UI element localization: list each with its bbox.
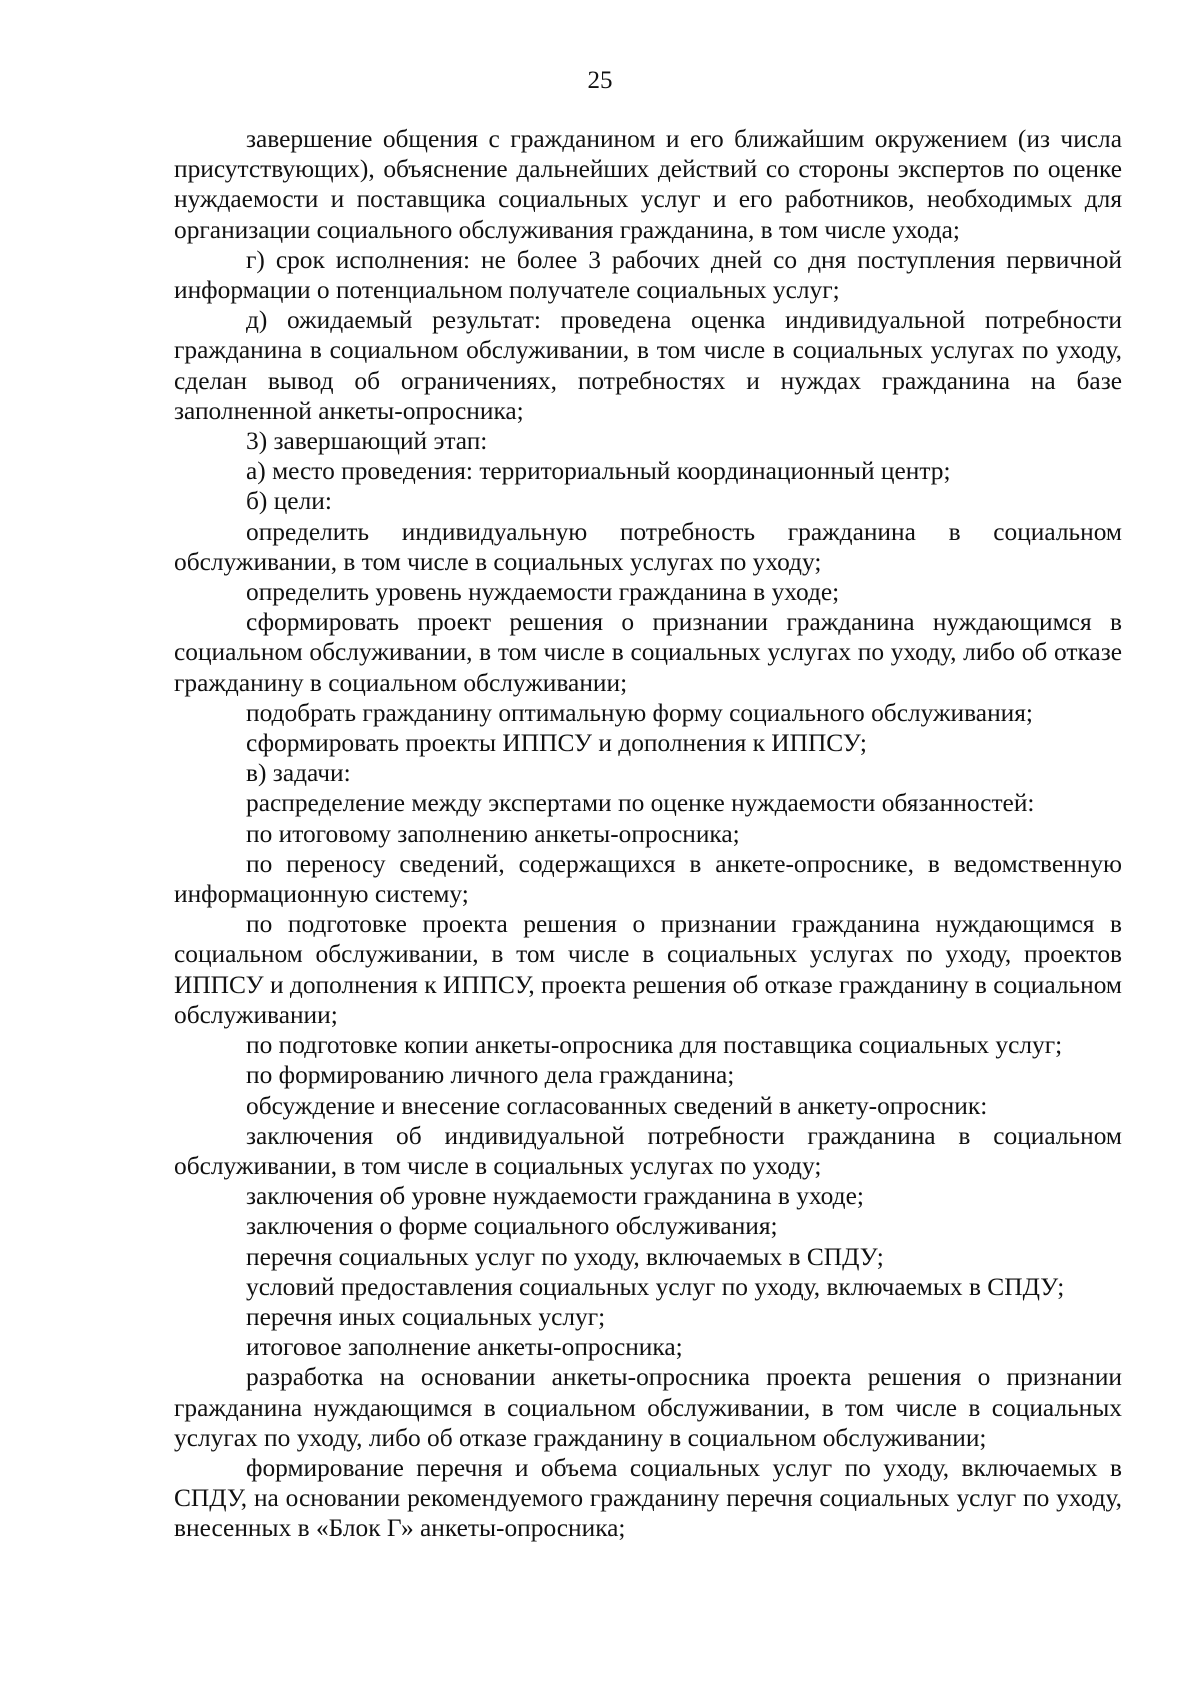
paragraph-10: подобрать гражданину оптимальную форму социального обслуживания;: [246, 698, 1033, 727]
paragraph-23: перечня социальных услуг по уходу, включаемых в СПДУ;: [246, 1242, 884, 1271]
paragraph-9: сформировать проект решения о признании гражданина нуждающимся в социальном обслуживании, в том числе в социальных услугах по уходу, либо об отказе гражданину в социальном обслуживании;: [174, 608, 1122, 697]
paragraph-18: по формированию личного дела гражданина;: [246, 1061, 735, 1090]
paragraph-27: разработка на основании анкеты-опросника проекта решения о признании гражданина нуждающимся в социальном обслуживании, в том числе в социальных услугах по уходу, либо об отказе гражданину в социальном обслуживании;: [174, 1363, 1122, 1452]
paragraph-25: перечня иных социальных услуг;: [246, 1302, 606, 1331]
paragraph-4: 3) завершающий этап:: [246, 427, 488, 456]
paragraph-17: по подготовке копии анкеты-опросника для поставщика социальных услуг;: [246, 1031, 1063, 1060]
paragraph-22: заключения о форме социального обслуживания;: [246, 1212, 778, 1241]
page-number: 25: [587, 67, 613, 94]
paragraph-20: заключения об индивидуальной потребности гражданина в социальном обслуживании, в том числе в социальных услугах по уходу;: [174, 1121, 1122, 1180]
paragraph-26: итоговое заполнение анкеты-опросника;: [246, 1333, 683, 1362]
paragraph-16: по подготовке проекта решения о признании гражданина нуждающимся в социальном обслуживании, в том числе в социальных услугах по уходу, проектов ИППСУ и дополнения к ИППСУ, проекта решения об отказе гражданину в социальном обслуживании;: [174, 910, 1122, 1029]
paragraph-15: по переносу сведений, содержащихся в анкете-опроснике, в ведомственную информационную систему;: [174, 849, 1122, 909]
paragraph-19: обсуждение и внесение согласованных сведений в анкету-опросник:: [246, 1091, 988, 1120]
paragraph-13: распределение между экспертами по оценке нуждаемости обязанностей:: [246, 789, 1035, 818]
paragraph-1: завершение общения с гражданином и его ближайшим окружением (из числа присутствующих), объяснение дальнейших действий со стороны экспертов по оценке нуждаемости и поставщика социальных услуг и его работников, необходимых для организации социального обслуживания гражданина, в том числе ухода;: [174, 125, 1122, 244]
paragraph-2: г) срок исполнения: не более 3 рабочих дней со дня поступления первичной информации о потенциальном получателе социальных услуг;: [174, 245, 1122, 305]
paragraph-5: а) место проведения: территориальный координационный центр;: [246, 457, 951, 486]
paragraph-12: в) задачи:: [246, 759, 351, 788]
paragraph-14: по итоговому заполнению анкеты-опросника;: [246, 819, 740, 848]
paragraph-21: заключения об уровне нуждаемости гражданина в уходе;: [246, 1182, 864, 1211]
paragraph-28: формирование перечня и объема социальных услуг по уходу, включаемых в СПДУ, на основании рекомендуемого гражданину перечня социальных услуг по уходу, внесенных в «Блок Г» анкеты-опросника;: [174, 1453, 1122, 1543]
paragraph-6: б) цели:: [246, 487, 332, 516]
paragraph-3: д) ожидаемый результат: проведена оценка индивидуальной потребности гражданина в социальном обслуживании, в том числе в социальных услугах по уходу, сделан вывод об ограничениях, потребностях и нуждах гражданина на базе заполненной анкеты-опросника;: [174, 306, 1122, 425]
document-body: [174, 124, 1122, 1544]
paragraph-7: определить индивидуальную потребность гражданина в социальном обслуживании, в том числе в социальных услугах по уходу;: [174, 517, 1122, 576]
paragraph-24: условий предоставления социальных услуг по уходу, включаемых в СПДУ;: [246, 1272, 1065, 1301]
paragraph-8: определить уровень нуждаемости гражданина в уходе;: [246, 578, 840, 607]
paragraph-11: сформировать проекты ИППСУ и дополнения к ИППСУ;: [246, 729, 867, 758]
